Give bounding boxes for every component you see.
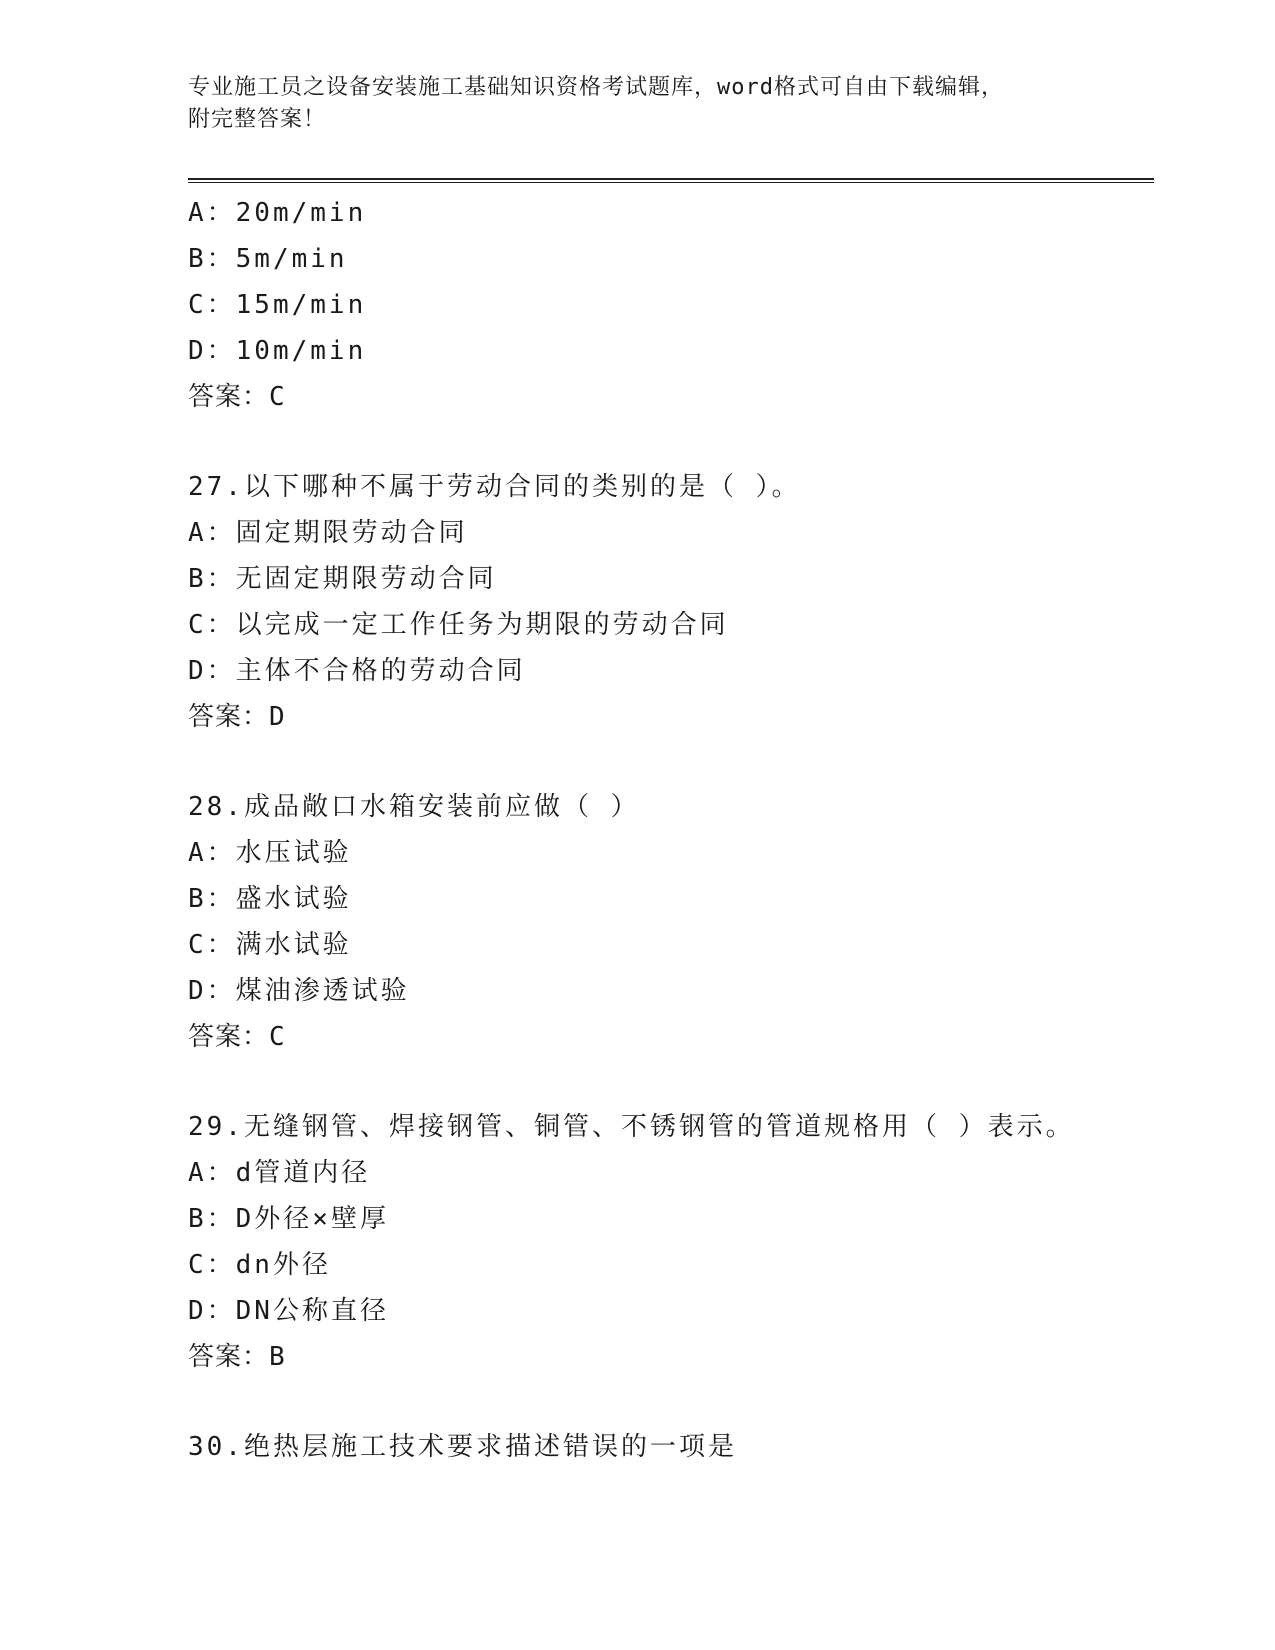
question-title: 29.无缝钢管、焊接钢管、铜管、不锈钢管的管道规格用（ ）表示。: [188, 1112, 1075, 1142]
question-title: 28.成品敞口水箱安装前应做（ ）: [188, 792, 640, 822]
option-d: D：DN公称直径: [188, 1296, 389, 1326]
option-a: A：水压试验: [188, 838, 352, 868]
option-d: D：主体不合格的劳动合同: [188, 656, 526, 686]
header-divider: [188, 178, 1154, 183]
option-c: C：满水试验: [188, 930, 352, 960]
option-b: B：无固定期限劳动合同: [188, 564, 497, 594]
option-c: C：dn外径: [188, 1250, 331, 1280]
option-b: B：盛水试验: [188, 884, 352, 914]
option-a: A：固定期限劳动合同: [188, 518, 468, 548]
question-title: 30.绝热层施工技术要求描述错误的一项是: [188, 1432, 737, 1462]
question-block-30: [188, 1424, 1154, 1470]
answer-value: D: [269, 702, 286, 732]
answer-line: 答案：B: [188, 1342, 286, 1372]
header-line-2: 附完整答案！: [188, 107, 327, 132]
option-a: A：d管道内径: [188, 1158, 371, 1188]
question-block-28: [188, 784, 1154, 1060]
answer-value: C: [269, 382, 286, 412]
option-a: A：20m/min: [188, 198, 367, 228]
option-c: C：15m/min: [188, 290, 367, 320]
document-header: [188, 72, 1088, 136]
option-b: B：D外径×壁厚: [188, 1204, 389, 1234]
header-line-1: 专业施工员之设备安装施工基础知识资格考试题库，word格式可自由下载编辑，: [188, 75, 1004, 100]
answer-line: 答案：C: [188, 1022, 286, 1052]
answer-value: C: [269, 1022, 286, 1052]
option-b: B：5m/min: [188, 244, 348, 274]
question-block-29: [188, 1104, 1154, 1380]
question-block-27: [188, 464, 1154, 740]
option-d: D：煤油渗透试验: [188, 976, 410, 1006]
question-title: 27.以下哪种不属于劳动合同的类别的是（ ）。: [188, 472, 801, 502]
option-c: C：以完成一定工作任务为期限的劳动合同: [188, 610, 729, 640]
question-block-26: [188, 190, 1154, 420]
question-content: [188, 190, 1154, 1470]
answer-line: 答案：C: [188, 382, 286, 412]
option-d: D：10m/min: [188, 336, 367, 366]
answer-value: B: [269, 1342, 286, 1372]
answer-line: 答案：D: [188, 702, 286, 732]
